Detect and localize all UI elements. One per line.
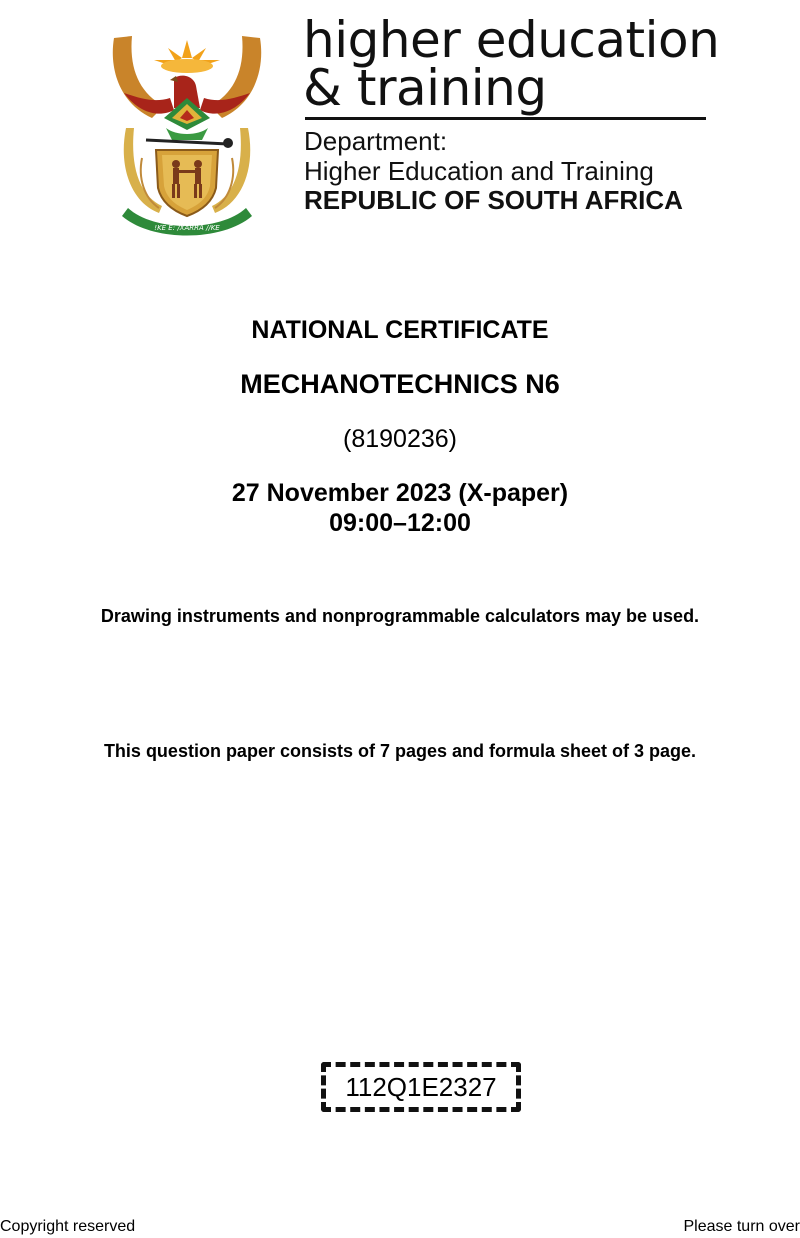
exam-date: 27 November 2023 (X-paper) [231, 479, 569, 507]
subject-code: (8190236) [343, 425, 457, 453]
country-name: REPUBLIC OF SOUTH AFRICA [304, 185, 683, 215]
subject-title: MECHANOTECHNICS N6 [240, 369, 560, 399]
exam-time: 09:00–12:00 [329, 509, 471, 537]
certificate-title: NATIONAL CERTIFICATE [251, 316, 549, 344]
department-label: Department: [304, 126, 448, 156]
paper-code-box: 112Q1E2327 [321, 1062, 521, 1112]
brand-divider [305, 117, 706, 120]
motto-text: !KE E: /XARRA //KE [154, 224, 220, 232]
department-name: Higher Education and Training [304, 156, 654, 186]
footer-copyright: Copyright reserved [0, 1218, 136, 1235]
coat-of-arms-icon [104, 18, 270, 238]
page-count-instruction: This question paper consists of 7 pages and formula sheet of 3 page. [103, 741, 697, 761]
brand-line-1: higher education [303, 11, 720, 69]
materials-instruction: Drawing instruments and nonprogrammable calculators may be used. [100, 606, 700, 626]
footer-turn-over: Please turn over [683, 1218, 800, 1235]
brand-line-2: & training [303, 59, 547, 117]
